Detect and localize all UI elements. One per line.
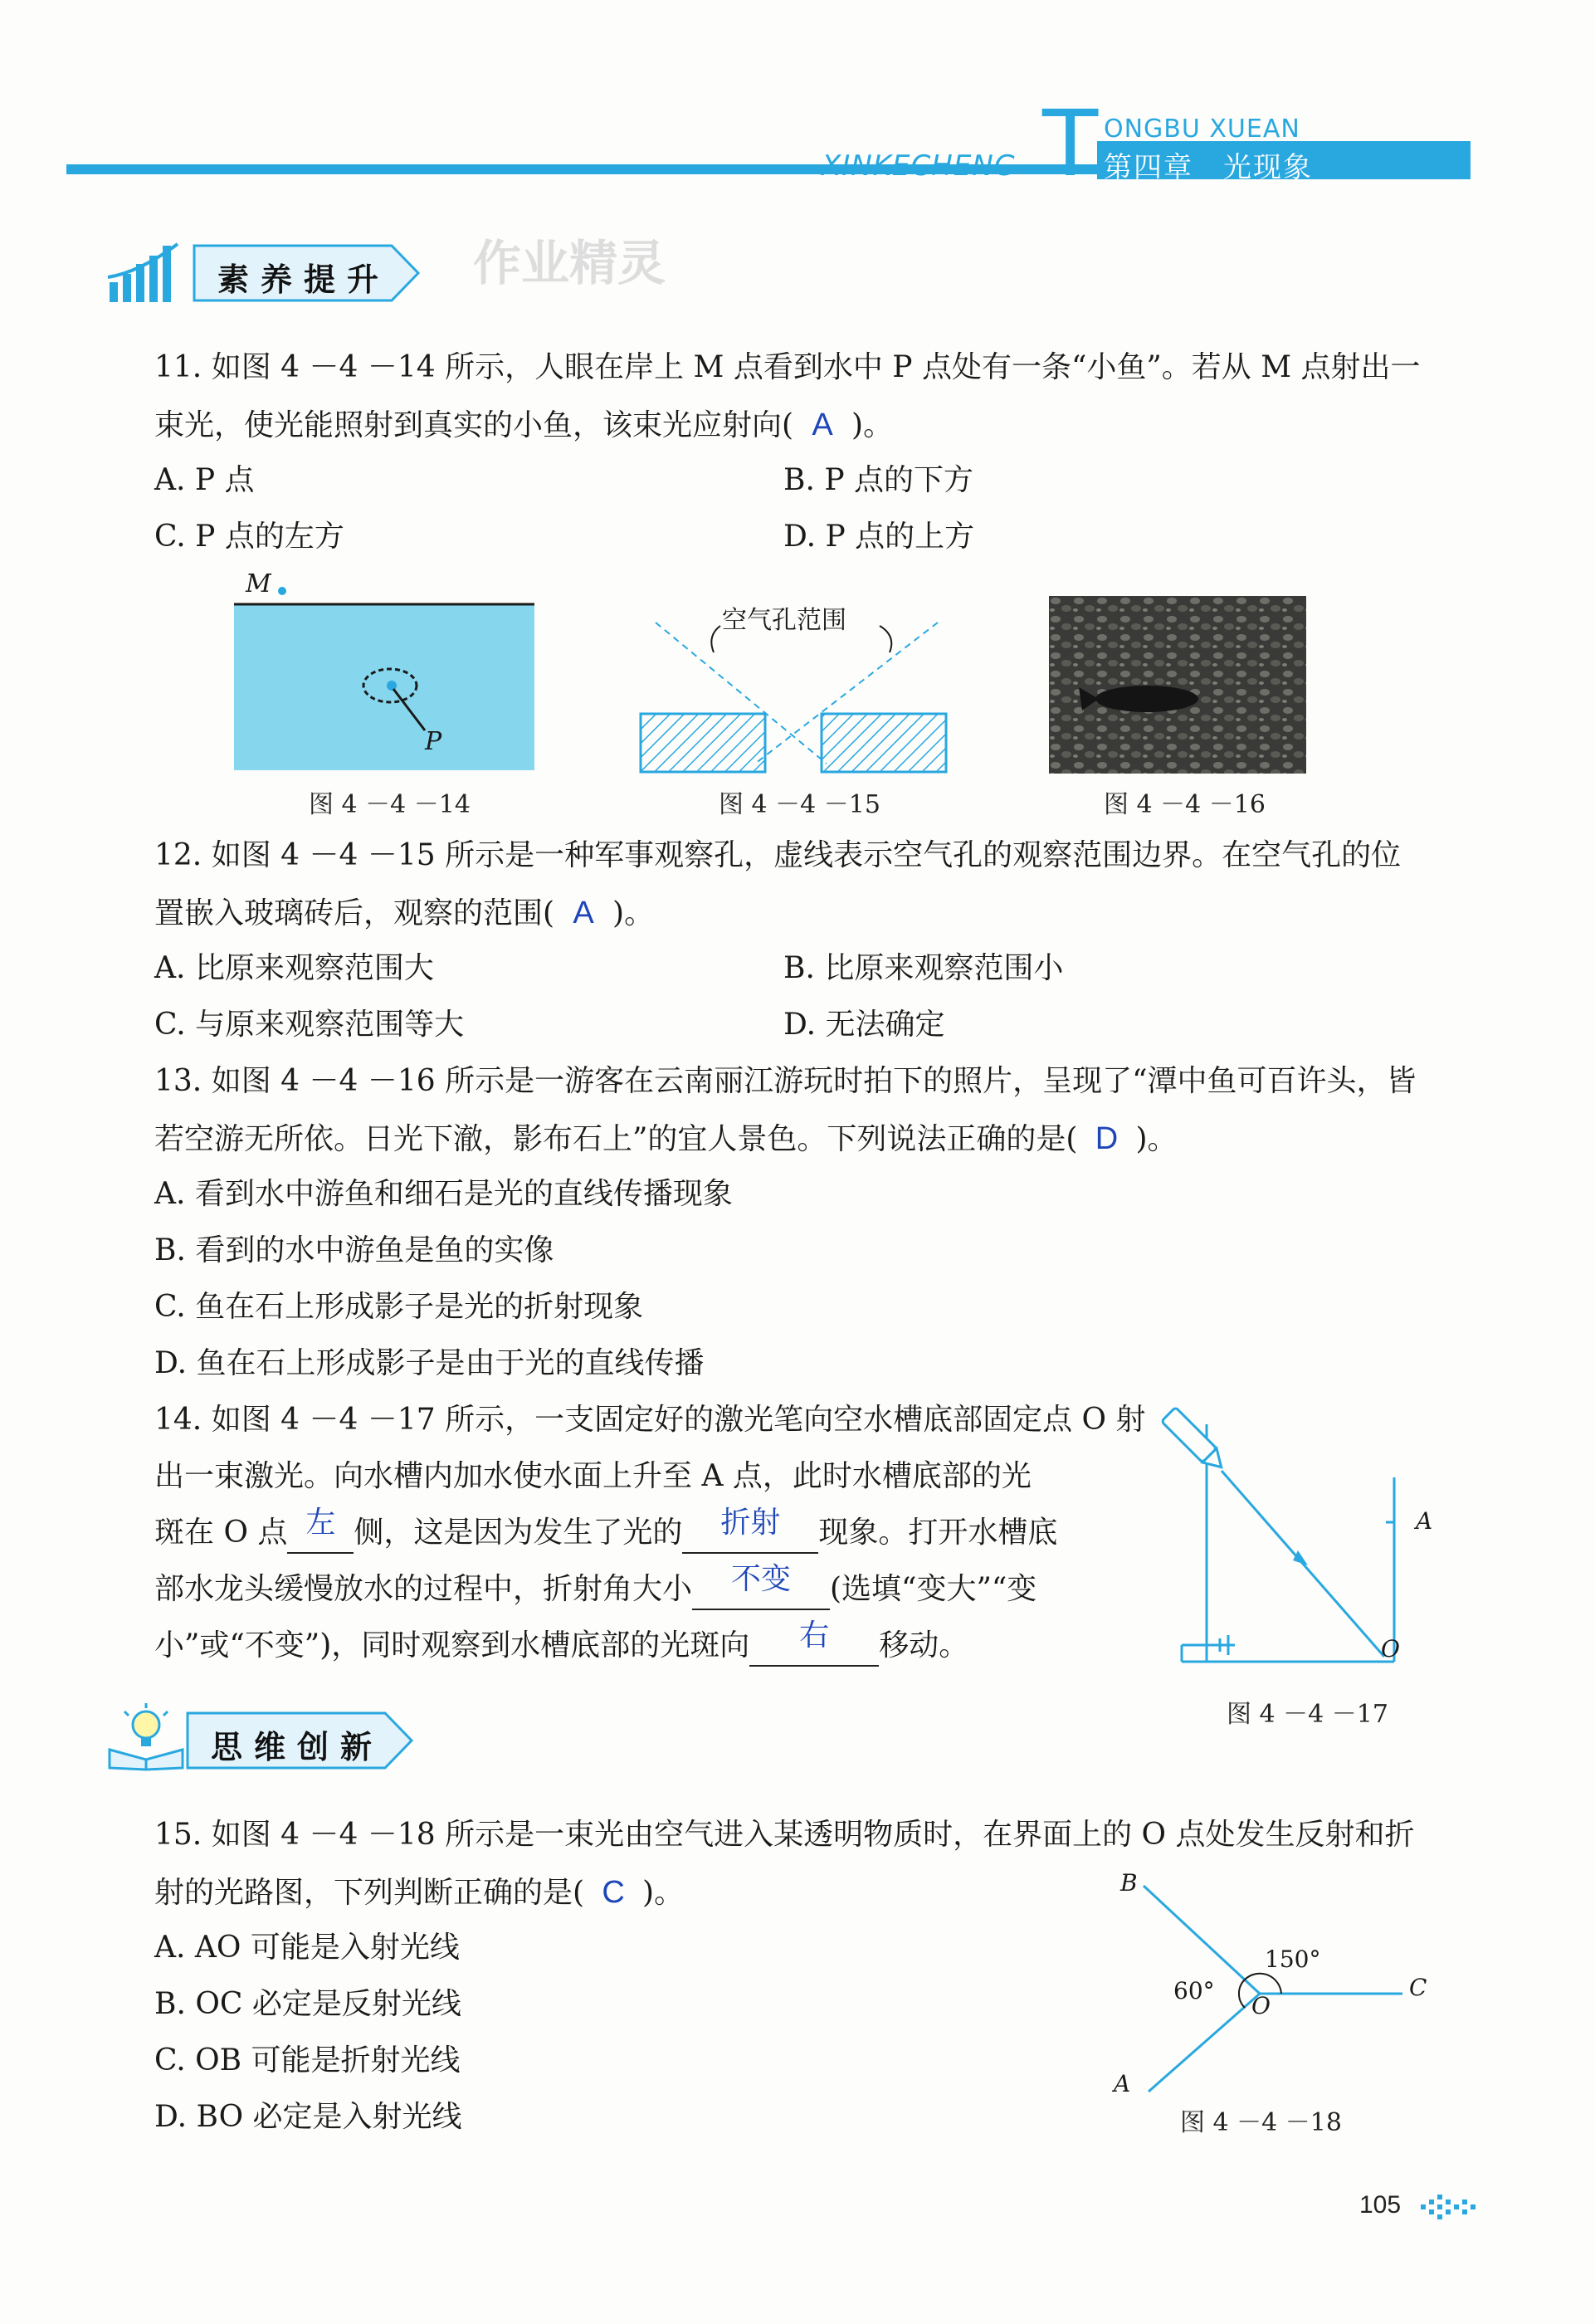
fig18-angle-60: 60° (1173, 1977, 1215, 2004)
page-decoration-icon (1421, 2193, 1487, 2223)
section-title-siwei: 思维创新 (211, 1728, 384, 1765)
q12-option-b: B. 比原来观察范围小 (783, 951, 1064, 985)
figure-4-4-18 (1112, 1868, 1444, 2116)
q13-option-c: C. 鱼在石上形成影子是光的折射现象 (154, 1290, 644, 1324)
fig18-label-o: O (1251, 1992, 1271, 2019)
q15-option-c: C. OB 可能是折射光线 (154, 2043, 461, 2077)
watermark: 作业精灵 (473, 235, 666, 291)
q13-line2: 若空游无所依。日光下澈，影布石上”的宜人景色。下列说法正确的是( D )。 (154, 1117, 1178, 1161)
fig17-caption: 图 4 －4 －17 (1227, 1700, 1388, 1729)
fig15-caption: 图 4 －4 －15 (719, 790, 880, 819)
fig18-label-b: B (1120, 1869, 1138, 1897)
q11-line1: 11. 如图 4 －4 －14 所示，人眼在岸上 M 点看到水中 P 点处有一条“小鱼”。若从 M 点射出一 (154, 350, 1421, 384)
figure-4-4-17 (1145, 1391, 1461, 1687)
fig16-caption: 图 4 －4 －16 (1104, 790, 1266, 819)
q11-answer: A (812, 408, 833, 442)
q14-blank-3: 不变 (731, 1562, 792, 1597)
q11-line2: 束光，使光能照射到真实的小鱼，该束光应射向( A )。 (154, 403, 893, 447)
q11-option-a: A. P 点 (154, 463, 255, 497)
chart-bars-icon (106, 239, 189, 305)
fig17-label-o: O (1381, 1635, 1400, 1662)
q11-option-b: B. P 点的下方 (783, 463, 974, 497)
fish-photo (1049, 596, 1306, 774)
q13-option-a: A. 看到水中游鱼和细石是光的直线传播现象 (154, 1177, 733, 1211)
q13-option-d: D. 鱼在石上形成影子是由于光的直线传播 (154, 1346, 705, 1380)
page-number: 105 (1359, 2191, 1402, 2219)
header-logo-letter: T (1042, 90, 1099, 197)
q14-blank-1: 左 (305, 1506, 336, 1540)
q15-line1: 15. 如图 4 －4 －18 所示是一束光由空气进入某透明物质时，在界面上的 O 点处发生反射和折 (154, 1818, 1415, 1852)
fig14-label-m: M (246, 569, 271, 598)
q11-option-d: D. P 点的上方 (783, 520, 975, 554)
q13-line1: 13. 如图 4 －4 －16 所示是一游客在云南丽江游玩时拍下的照片，呈现了“潭中鱼可百许头，皆 (154, 1064, 1417, 1098)
q14-line4: 部水龙头缓慢放水的过程中，折射角大小 不变 (选填“变大”“变 (154, 1569, 1037, 1610)
section-title-suyang: 素养提升 (217, 261, 391, 298)
fig18-label-c: C (1409, 1974, 1427, 2001)
q15-option-a: A. AO 可能是入射光线 (154, 1931, 460, 1965)
q12-line1: 12. 如图 4 －4 －15 所示是一种军事观察孔，虚线表示空气孔的观察范围边界。在空气孔的位 (154, 838, 1402, 872)
chapter-title: 第四章 光现象 (1104, 151, 1313, 184)
q15-line2: 射的光路图，下列判断正确的是( C )。 (154, 1871, 684, 1915)
q14-blank-4: 右 (799, 1618, 830, 1653)
q14-blank-2: 折射 (720, 1506, 781, 1540)
fig18-caption: 图 4 －4 －18 (1180, 2108, 1342, 2137)
q14-line1: 14. 如图 4 －4 －17 所示，一支固定好的激光笔向空水槽底部固定点 O 射 (154, 1403, 1146, 1437)
q12-option-a: A. 比原来观察范围大 (154, 951, 434, 985)
lightbulb-book-icon (105, 1702, 188, 1771)
fig17-label-a: A (1416, 1507, 1433, 1535)
q12-line2: 置嵌入玻璃砖后，观察的范围( A )。 (154, 891, 654, 935)
header-tongbu: ONGBU XUEAN (1104, 115, 1300, 144)
header-xinkecheng: XINKECHENG (822, 149, 1017, 183)
q14-line5: 小”或“不变”)，同时观察到水槽底部的光斑向 右 移动。 (154, 1625, 968, 1667)
q14-line2: 出一束激光。向水槽内加水使水面上升至 A 点，此时水槽底部的光 (154, 1459, 1032, 1493)
q11-option-c: C. P 点的左方 (154, 520, 344, 554)
q13-answer: D (1095, 1121, 1119, 1156)
fig15-label: 空气孔范围 (722, 606, 846, 635)
q13-option-b: B. 看到的水中游鱼是鱼的实像 (154, 1233, 554, 1267)
fig18-label-a: A (1114, 2070, 1131, 2097)
q12-answer: A (573, 896, 594, 930)
q15-option-d: D. BO 必定是入射光线 (154, 2100, 462, 2134)
fig18-angle-150: 150° (1265, 1946, 1321, 1973)
fig14-label-p: P (425, 727, 442, 756)
q12-option-c: C. 与原来观察范围等大 (154, 1008, 465, 1042)
q14-line3: 斑在 O 点 左 侧，这是因为发生了光的 折射 现象。打开水槽底 (154, 1512, 1057, 1554)
q15-answer: C (602, 1875, 625, 1910)
fig14-caption: 图 4 －4 －14 (309, 790, 471, 819)
q15-option-b: B. OC 必定是反射光线 (154, 1987, 461, 2021)
figure-4-4-14 (224, 573, 548, 780)
q12-option-d: D. 无法确定 (783, 1008, 945, 1042)
